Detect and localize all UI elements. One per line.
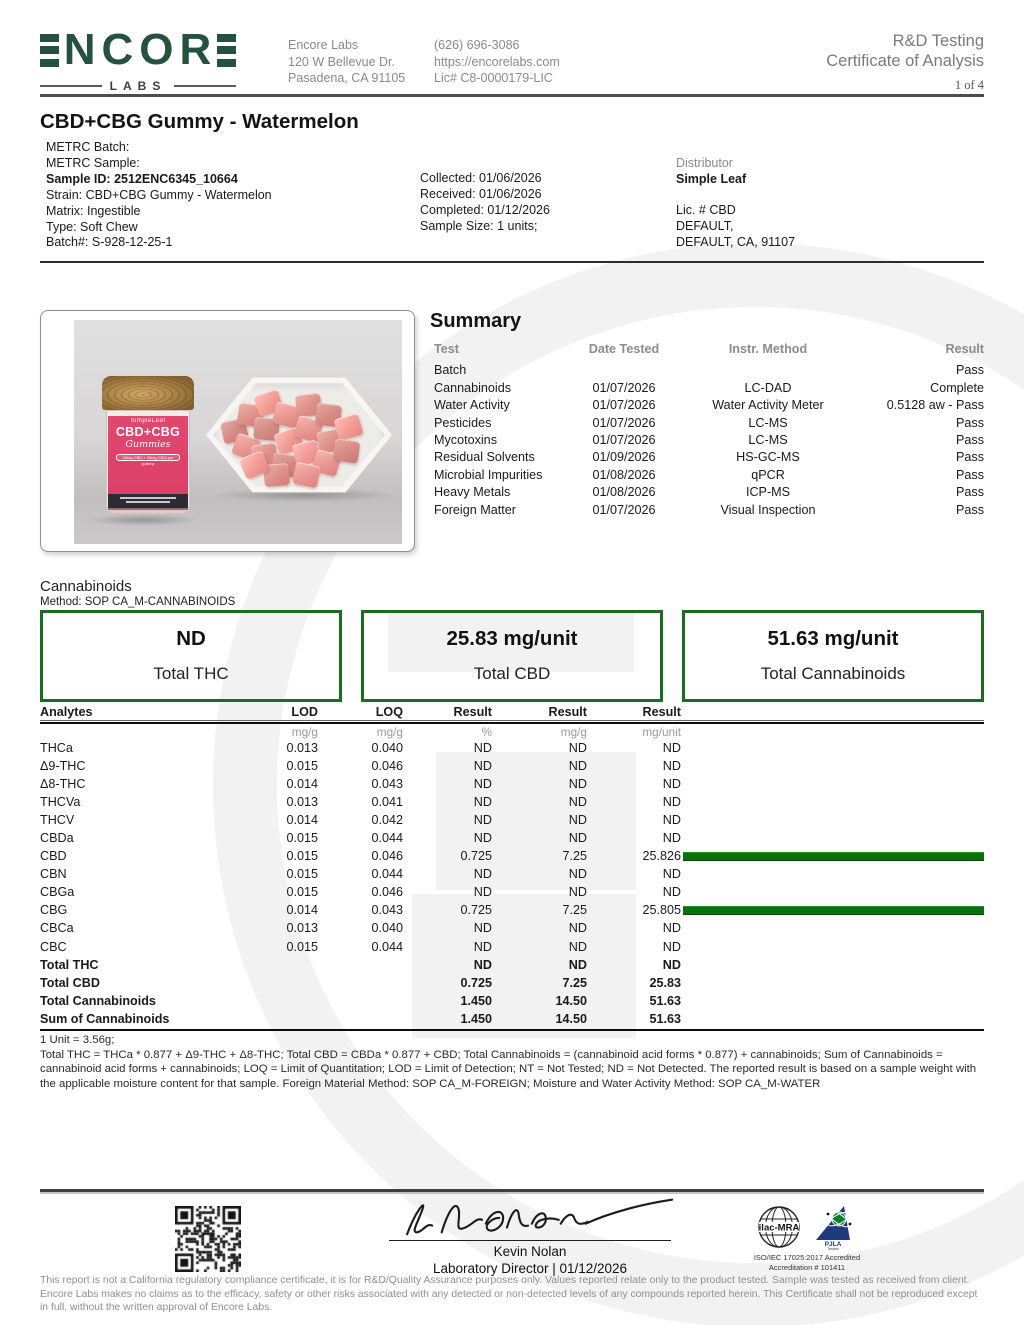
- metrc-sample-label: METRC Sample:: [46, 155, 140, 170]
- gummy-jar: [102, 376, 194, 518]
- analyte-result-pct: 1.450: [460, 993, 492, 1008]
- summary-date: 01/07/2026: [592, 432, 656, 447]
- summary-row: [434, 468, 984, 485]
- analyte-result-mgunit: ND: [662, 831, 681, 846]
- summary-result: Pass: [956, 363, 984, 378]
- analyte-lod: 0.015: [286, 867, 318, 882]
- accreditation-block: [742, 1200, 872, 1272]
- svg-text:ilac-MRA: ilac-MRA: [758, 1222, 800, 1234]
- analyte-result-pct: 0.725: [460, 903, 492, 918]
- calculation-note: Total THC = THCa * 0.877 + Δ9-THC + Δ8-THC; Total CBD = CBDa * 0.877 + CBD; Total Cannabinoids = (cannabinoid acid forms * 0.877) + cannabinoids; Sum of Cannabinoids = cannabinoid acid forms + cannabinoids; LOQ = Limit of Quantitation; LOD = Limit of Detection; NT = Not Tested; ND = Not Detected. The reported result is based on a sample weight with the applicable moisture content for that sample. Foreign Material Method: SOP CA_M-FOREIGN; Moisture and Water Activity Method: SOP CA_M-WATER: [40, 1048, 977, 1091]
- svg-text:PJLA: PJLA: [824, 1241, 842, 1248]
- summary-date: 01/07/2026: [592, 415, 656, 430]
- analyte-row: [40, 811, 984, 829]
- signature-block: [385, 1192, 675, 1276]
- total-thc-box: [40, 610, 342, 702]
- analyte-row: [40, 956, 984, 974]
- analyte-name: Sum of Cannabinoids: [40, 1011, 170, 1026]
- jar-note-strip: 25mg CBD + 25mg CBG per gummy: [116, 454, 180, 461]
- summary-date: 01/08/2026: [592, 467, 656, 482]
- distributor-name: Simple Leaf: [676, 172, 747, 186]
- cannabinoids-section-title: Cannabinoids: [40, 578, 132, 595]
- summary-method: LC-DAD: [744, 380, 792, 395]
- summary-result: 0.5128 aw - Pass: [886, 398, 984, 413]
- analyte-result-mgunit: ND: [662, 867, 681, 882]
- analyte-result-mgunit: ND: [662, 777, 681, 792]
- analyte-result-mgunit: ND: [662, 957, 681, 972]
- analyte-row: [40, 847, 984, 865]
- lab-city: Pasadena, CA 91105: [288, 71, 406, 85]
- analytes-rows: [40, 739, 984, 1028]
- document-title: Certificate of Analysis: [826, 52, 984, 70]
- analyte-row: [40, 901, 984, 919]
- analyte-name: CBG: [40, 903, 68, 918]
- summary-test: Cannabinoids: [434, 380, 512, 395]
- analyte-name: Total Cannabinoids: [40, 993, 156, 1008]
- analyte-result-pct: ND: [473, 813, 492, 828]
- analyte-loq: 0.044: [371, 939, 403, 954]
- jar-subtitle-text: Gummies: [125, 439, 171, 450]
- summary-result: Pass: [956, 432, 984, 447]
- analyte-name: Total CBD: [40, 975, 100, 990]
- analyte-name: CBDa: [40, 831, 74, 846]
- summary-test: Mycotoxins: [434, 432, 497, 447]
- jar-brand-text: SimpleLeaf: [130, 418, 166, 424]
- logo-labs-row: [40, 79, 236, 93]
- product-photo-frame: [40, 310, 415, 552]
- analyte-result-pct: ND: [473, 741, 492, 756]
- analytes-bottom-rule: [40, 1029, 984, 1031]
- summary-date: 01/08/2026: [592, 485, 656, 500]
- analyte-loq: 0.042: [371, 813, 403, 828]
- distributor-address1: DEFAULT,: [676, 219, 734, 233]
- analyte-loq: 0.044: [371, 867, 403, 882]
- analyte-lod: 0.013: [286, 795, 318, 810]
- total-cannabinoids-value: 51.63 mg/unit: [767, 627, 899, 650]
- analyte-result-mgunit: 25.83: [649, 975, 681, 990]
- cannabinoids-footnote: [40, 1033, 986, 1092]
- sample-batch: Batch#: S-928-12-25-1: [46, 235, 173, 250]
- logo-letter-e-icon: [217, 34, 236, 67]
- analyte-result-pct: 1.450: [460, 1011, 492, 1026]
- logo-wordmark: N C O R: [40, 30, 236, 70]
- analyte-lod: 0.014: [286, 777, 318, 792]
- analyte-name: CBCa: [40, 921, 74, 936]
- signature-handwriting: [385, 1192, 675, 1240]
- analyte-result-mgg: ND: [568, 831, 587, 846]
- analyte-result-mgg: ND: [568, 741, 587, 756]
- summary-result: Pass: [956, 415, 984, 430]
- analyte-row: [40, 739, 984, 757]
- sample-size: Sample Size: 1 units;: [420, 218, 538, 233]
- summary-result: Pass: [956, 450, 984, 465]
- report-header-right: [826, 31, 984, 93]
- encore-labs-logo: [40, 25, 236, 93]
- summary-test: Residual Solvents: [434, 450, 535, 465]
- date-collected: Collected: 01/06/2026: [420, 171, 542, 185]
- analyte-row: [40, 829, 984, 847]
- metrc-batch-label: METRC Batch:: [46, 140, 130, 154]
- accreditation-standard: ISO/IEC 17025:2017 Accredited: [753, 1253, 861, 1262]
- analyte-result-mgg: ND: [568, 867, 587, 882]
- analyte-row: [40, 919, 984, 937]
- summary-table: [428, 363, 984, 520]
- summary-date: 01/09/2026: [592, 450, 656, 465]
- qr-code: [175, 1206, 241, 1272]
- cannabinoids-method: Method: SOP CA_M-CANNABINOIDS: [40, 596, 236, 608]
- product-title: CBD+CBG Gummy - Watermelon: [40, 110, 359, 133]
- date-received: Received: 01/06/2026: [420, 186, 542, 201]
- header-divider: [40, 94, 984, 97]
- summary-method: ICP-MS: [745, 485, 791, 500]
- analyte-name: CBGa: [40, 885, 75, 900]
- analyte-row: [40, 775, 984, 793]
- summary-method: qPCR: [751, 467, 785, 482]
- total-cannabinoids-box: [682, 610, 984, 702]
- analyte-row: [40, 793, 984, 811]
- result-bar: [683, 906, 984, 915]
- summary-row: [434, 450, 984, 467]
- summary-test: Pesticides: [434, 415, 492, 430]
- total-cbd-value: 25.83 mg/unit: [446, 627, 578, 650]
- total-cannabinoids-label: Total Cannabinoids: [760, 664, 906, 683]
- summary-result: Pass: [956, 502, 984, 517]
- summary-row: [434, 398, 984, 415]
- analyte-row: [40, 883, 984, 901]
- cannabinoid-totals: [40, 610, 984, 702]
- summary-date: 01/07/2026: [592, 380, 656, 395]
- analyte-result-mgunit: 25.805: [642, 903, 681, 918]
- lab-license: Lic# C8-0000179-LIC: [434, 71, 553, 85]
- logo-labs-text: LABS: [109, 79, 167, 93]
- signature-line: [389, 1240, 671, 1241]
- analyte-result-mgg: 7.25: [562, 849, 587, 864]
- summary-date: [586, 363, 662, 380]
- analyte-result-mgg: ND: [568, 759, 587, 774]
- analyte-result-mgg: ND: [568, 795, 587, 810]
- summary-test: Microbial Impurities: [434, 467, 543, 482]
- analyte-result-mgunit: ND: [662, 813, 681, 828]
- analyte-loq: 0.040: [371, 741, 403, 756]
- sample-info-left: [46, 140, 272, 251]
- analyte-row: [40, 974, 984, 992]
- analyte-name: THCV: [40, 813, 75, 828]
- report-type: R&D Testing: [892, 32, 984, 50]
- analyte-name: THCVa: [40, 795, 81, 810]
- analyte-result-mgg: ND: [568, 885, 587, 900]
- analyte-loq: 0.046: [371, 759, 403, 774]
- analyte-lod: 0.015: [286, 759, 318, 774]
- distributor-label: Distributor: [676, 156, 733, 170]
- gummy-tray: [206, 374, 392, 496]
- sample-dates: [420, 171, 550, 235]
- analyte-result-mgg: ND: [568, 957, 587, 972]
- analyte-name: CBN: [40, 867, 67, 882]
- pjla-logo: [808, 1200, 858, 1250]
- summary-test: Heavy Metals: [434, 485, 511, 500]
- analyte-result-pct: ND: [473, 777, 492, 792]
- analyte-name: Δ8-THC: [40, 777, 86, 792]
- summary-result: Pass: [956, 467, 984, 482]
- summary-method: Visual Inspection: [720, 502, 816, 517]
- analyte-row: [40, 757, 984, 775]
- analyte-result-pct: ND: [473, 867, 492, 882]
- lab-website-link[interactable]: https://encorelabs.com: [434, 54, 560, 69]
- summary-date: 01/07/2026: [592, 398, 656, 413]
- analyte-result-mgunit: ND: [662, 939, 681, 954]
- sample-strain: Strain: CBD+CBG Gummy - Watermelon: [46, 187, 272, 202]
- analyte-result-mgunit: ND: [662, 885, 681, 900]
- result-bar: [683, 852, 984, 861]
- analyte-name: Total THC: [40, 957, 99, 972]
- analyte-result-pct: ND: [473, 831, 492, 846]
- summary-row: [434, 363, 984, 380]
- summary-test: Water Activity: [434, 398, 510, 413]
- gummy-cube: [333, 438, 361, 463]
- analytes-units-row: mg/g mg/g % mg/g mg/unit: [291, 724, 681, 739]
- gummy-cube: [292, 462, 321, 489]
- signer-title: Laboratory Director | 01/12/2026: [432, 1261, 628, 1276]
- analyte-result-mgunit: 25.826: [642, 849, 681, 864]
- summary-method: HS-GC-MS: [736, 450, 800, 465]
- analyte-loq: 0.044: [371, 831, 403, 846]
- analyte-result-mgg: 14.50: [555, 993, 587, 1008]
- analytes-table: [40, 703, 984, 1031]
- analyte-result-pct: ND: [473, 957, 492, 972]
- analyte-result-pct: ND: [473, 795, 492, 810]
- analyte-result-mgunit: ND: [662, 921, 681, 936]
- svg-text:Testing: Testing: [827, 1247, 839, 1250]
- analyte-loq: 0.046: [371, 849, 403, 864]
- jar-body: [106, 410, 190, 514]
- analyte-result-mgg: ND: [568, 813, 587, 828]
- analyte-loq: 0.043: [371, 777, 403, 792]
- unit-weight-note: 1 Unit = 3.56g;: [40, 1034, 115, 1046]
- ilac-mra-logo: [756, 1204, 802, 1250]
- analyte-lod: 0.014: [286, 813, 318, 828]
- summary-date: 01/07/2026: [592, 502, 656, 517]
- lab-name: Encore Labs: [288, 38, 359, 52]
- sample-id: Sample ID: 2512ENC6345_10664: [46, 171, 238, 186]
- summary-row: [434, 503, 984, 520]
- analyte-result-mgunit: ND: [662, 795, 681, 810]
- analyte-row: [40, 992, 984, 1010]
- analyte-lod: 0.013: [286, 741, 318, 756]
- summary-method: Water Activity Meter: [712, 398, 824, 413]
- product-photo: [74, 320, 402, 544]
- summary-row: [434, 381, 984, 398]
- total-cbd-label: Total CBD: [473, 664, 551, 683]
- total-cbd-box: [361, 610, 663, 702]
- analyte-lod: 0.015: [286, 939, 318, 954]
- analyte-lod: 0.015: [286, 849, 318, 864]
- jar-label: [108, 416, 188, 494]
- analyte-loq: 0.040: [371, 921, 403, 936]
- disclaimer-text: This report is not a California regulatory compliance certificate, it is for R&D/Quality Assurance purposes only. Values reported relate only to the product tested. Sample was tested as received from client. Encore Labs makes no claims as to the efficacy, safety or other risks associated with any detected or non-detected levels of any compounds reported herein. This Certificate shall not be reproduced except in full, without the written approval of Encore Labs.: [40, 1275, 978, 1314]
- analyte-result-pct: 0.725: [460, 849, 492, 864]
- analyte-result-mgg: 14.50: [555, 1011, 587, 1026]
- analyte-result-mgunit: 51.63: [649, 993, 681, 1008]
- summary-result: Complete: [930, 380, 984, 395]
- analyte-name: Δ9-THC: [40, 759, 86, 774]
- analyte-result-pct: ND: [473, 939, 492, 954]
- summary-method: LC-MS: [748, 415, 788, 430]
- summary-test: Batch: [434, 363, 467, 378]
- analyte-loq: 0.046: [371, 885, 403, 900]
- jar-title-text: CBD+CBG: [115, 425, 181, 439]
- sample-matrix: Matrix: Ingestible: [46, 203, 141, 218]
- summary-test: Foreign Matter: [434, 502, 516, 517]
- analyte-row: [40, 938, 984, 956]
- analyte-result-pct: ND: [473, 885, 492, 900]
- analyte-result-mgg: ND: [568, 921, 587, 936]
- summary-title: Summary: [430, 310, 522, 332]
- summary-header-row: Test Date Tested Instr. Method Result: [434, 342, 984, 356]
- summary-row: [434, 416, 984, 433]
- distributor-address2: DEFAULT, CA, 91107: [676, 235, 796, 249]
- lab-phone: (626) 696-3086: [434, 38, 520, 52]
- analyte-lod: 0.013: [286, 921, 318, 936]
- logo-letter-e-icon: [40, 34, 59, 67]
- analyte-result-mgunit: ND: [662, 741, 681, 756]
- analyte-loq: 0.043: [371, 903, 403, 918]
- page-number: 1 of 4: [954, 78, 984, 92]
- analyte-name: CBC: [40, 939, 67, 954]
- analyte-row: [40, 1010, 984, 1028]
- summary-section: [428, 310, 984, 520]
- lab-contact-block: [434, 37, 560, 87]
- sample-type: Type: Soft Chew: [46, 219, 138, 234]
- analyte-lod: 0.015: [286, 831, 318, 846]
- summary-row: [434, 433, 984, 450]
- summary-row: [434, 485, 984, 502]
- analyte-lod: 0.015: [286, 885, 318, 900]
- analyte-result-mgg: ND: [568, 939, 587, 954]
- summary-method: [662, 363, 874, 380]
- accreditation-number: Accreditation # 101411: [768, 1262, 846, 1272]
- analyte-result-pct: ND: [473, 759, 492, 774]
- analyte-result-mgg: 7.25: [562, 903, 587, 918]
- analyte-result-mgg: ND: [568, 777, 587, 792]
- sample-divider: [40, 261, 984, 263]
- analyte-name: CBD: [40, 849, 67, 864]
- lab-street: 120 W Bellevue Dr.: [288, 54, 395, 69]
- analyte-name: THCa: [40, 741, 73, 756]
- analyte-result-mgg: 7.25: [562, 975, 587, 990]
- signer-name: Kevin Nolan: [493, 1244, 567, 1259]
- total-thc-label: Total THC: [153, 664, 229, 683]
- analyte-lod: 0.014: [286, 903, 318, 918]
- jar-wood-lid: [102, 376, 194, 410]
- analyte-result-pct: 0.725: [460, 975, 492, 990]
- analyte-result-mgunit: 51.63: [649, 1011, 681, 1026]
- summary-method: LC-MS: [748, 432, 788, 447]
- lab-address-block: [288, 37, 405, 87]
- analyte-result-pct: ND: [473, 921, 492, 936]
- analyte-row: [40, 865, 984, 883]
- distributor-license: Lic. # CBD: [676, 203, 736, 217]
- distributor-block: [676, 155, 795, 250]
- date-completed: Completed: 01/12/2026: [420, 202, 550, 217]
- analyte-loq: 0.041: [371, 795, 403, 810]
- analytes-header-row: Analytes LOD LOQ Result Result Result: [40, 704, 681, 719]
- total-thc-value: ND: [176, 627, 206, 650]
- analyte-result-mgunit: ND: [662, 759, 681, 774]
- summary-result: Pass: [956, 485, 984, 500]
